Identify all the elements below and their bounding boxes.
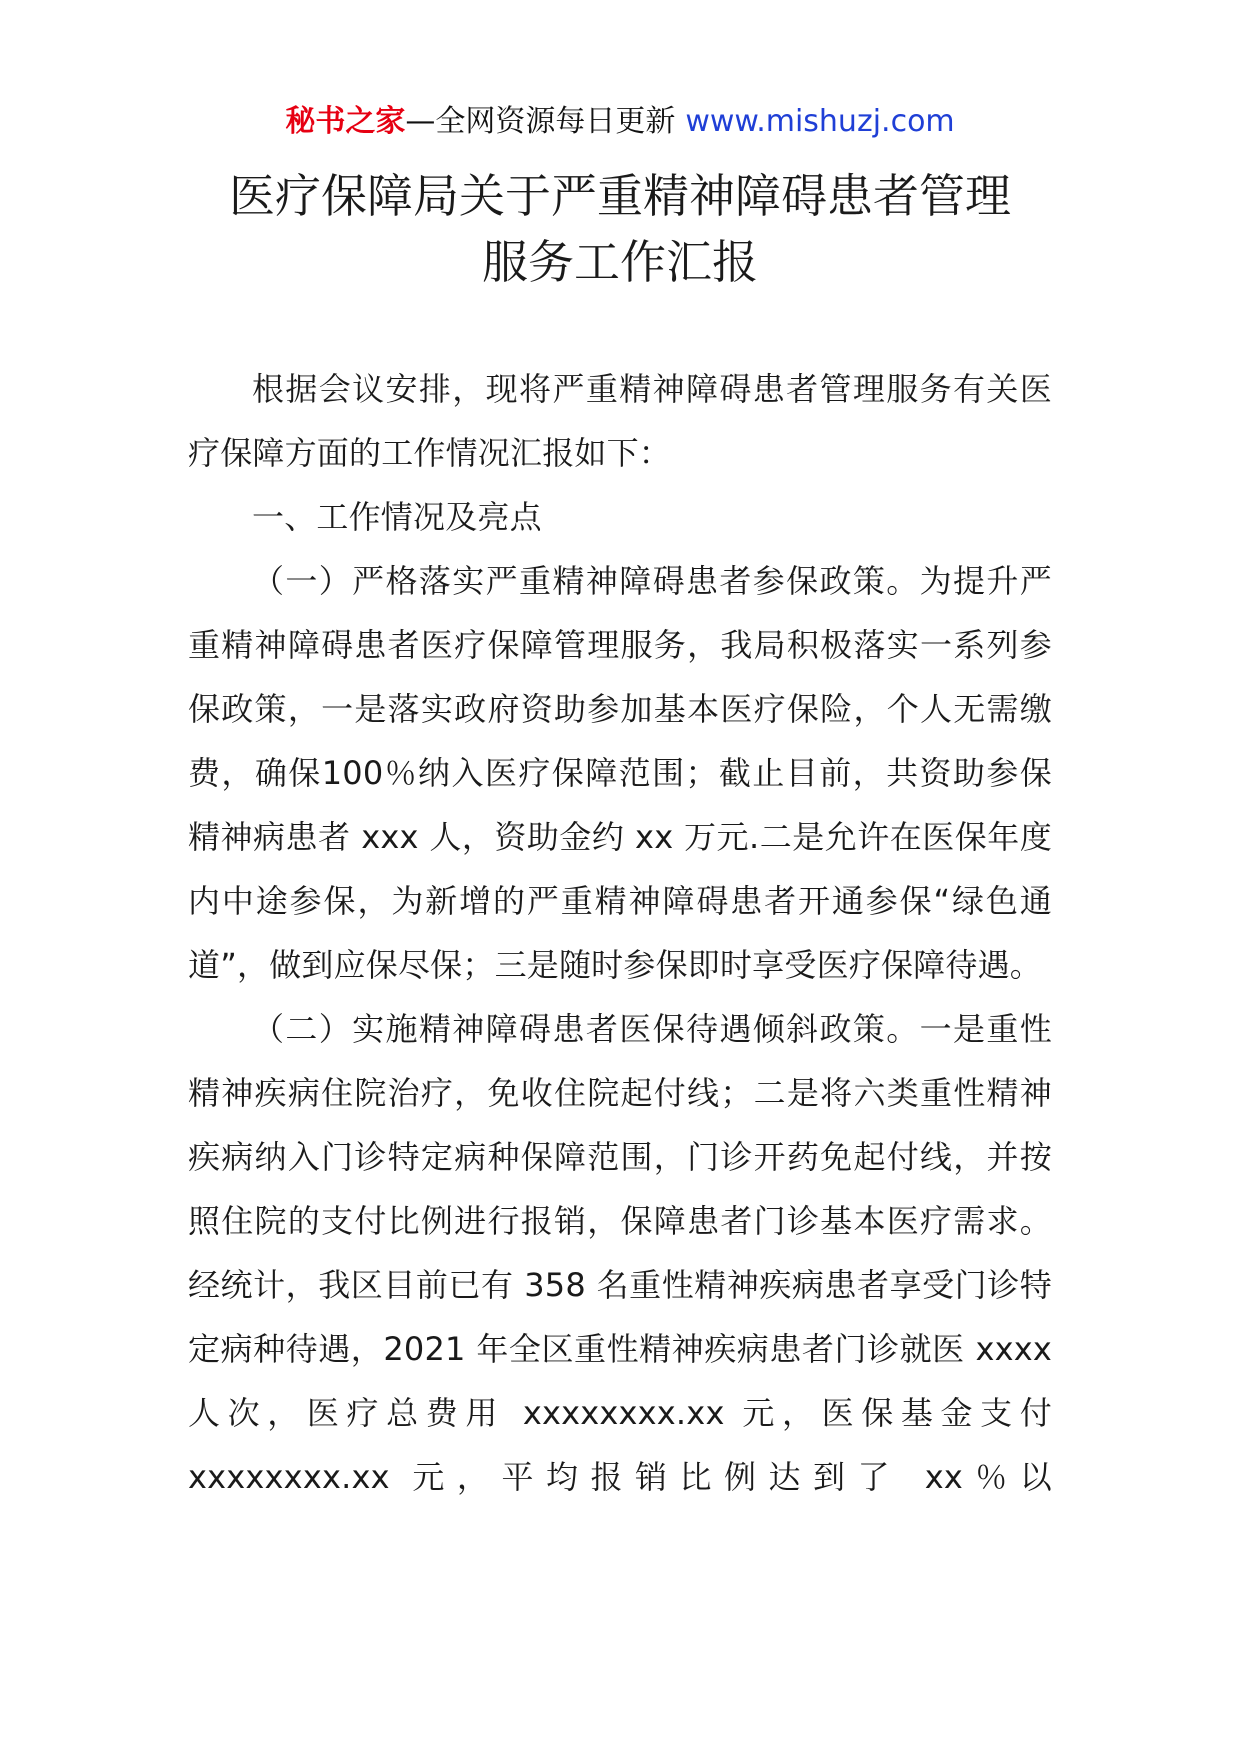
title-line-1: 医疗保障局关于严重精神障碍患者管理 [229,169,1011,223]
document-title [0,163,1240,295]
brand-name: 秘书之家 [285,104,406,139]
paragraph-section-2: （二）实施精神障碍患者医保待遇倾斜政策。一是重性精神疾病住院治疗，免收住院起付线；二是将六类重性精神疾病纳入门诊特定病种保障范围，门诊开药免起付线，并按照住院的支付比例进行报销，保障患者门诊基本医疗需求。经统计，我区目前已有 358 名重性精神疾病患者享受门诊特定病种待遇，2021 年全区重性精神疾病患者门诊就医 xxxx 人次，医疗总费用 xxxxxxxx.xx 元，医保基金支付 xxxxxxxx.xx 元，平均报销比例达到了 xx％以 [188,1010,1052,1496]
title-line-2: 服务工作汇报 [482,235,758,289]
site-url: www.mishuzj.com [685,104,955,139]
banner-tagline: —全网资源每日更新 [405,104,676,139]
section-heading: 一、工作情况及亮点 [252,498,542,536]
document-body [188,357,1052,1509]
site-banner [0,100,1240,144]
paragraph-intro: 根据会议安排，现将严重精神障碍患者管理服务有关医疗保障方面的工作情况汇报如下： [188,370,1052,472]
paragraph-section-1: （一）严格落实严重精神障碍患者参保政策。为提升严重精神障碍患者医疗保障管理服务，我局积极落实一系列参保政策，一是落实政府资助参加基本医疗保险，个人无需缴费，确保100％纳入医疗保障范围；截止目前，共资助参保精神病患者 xxx 人，资助金约 xx 万元.二是允许在医保年度内中途参保，为新增的严重精神障碍患者开通参保“绿色通道”，做到应保尽保；三是随时参保即时享受医疗保障待遇。 [188,562,1052,984]
